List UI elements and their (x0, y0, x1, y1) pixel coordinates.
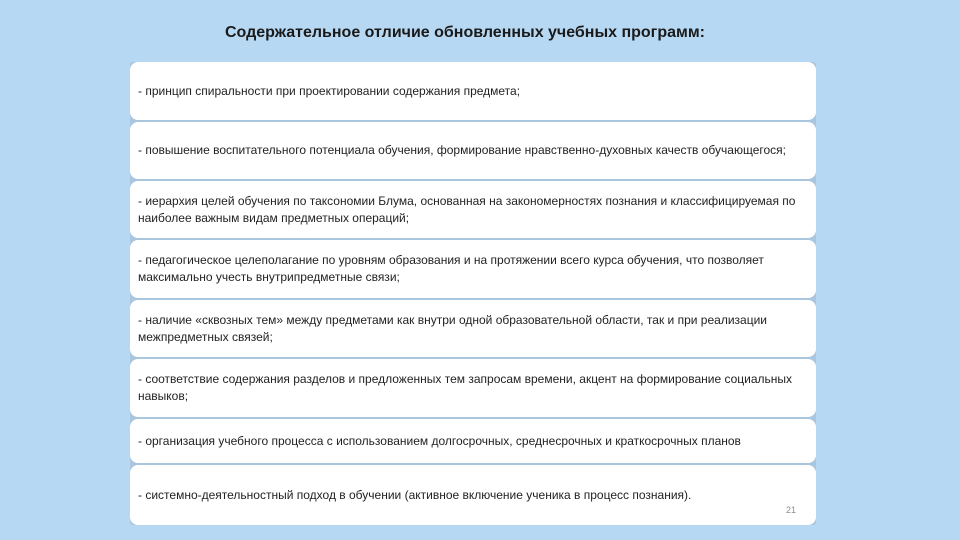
list-item-text: - наличие «сквозных тем» между предметами как внутри одной образовательной области, так и при реализации межпредметных связей; (138, 312, 767, 344)
list-item-text: - соответствие содержания разделов и предложенных тем запросам времени, акцент на формирование социальных навыков; (138, 372, 793, 403)
list-item (130, 419, 816, 463)
list-item (130, 62, 816, 120)
list-item (130, 122, 816, 179)
list-item-text: - иерархия целей обучения по таксономии Блума, основанная на закономерностях познания и классифицируемая по наиболее важным видам предметных операций; (138, 193, 796, 225)
content-list (130, 62, 816, 525)
list-item-text: - педагогическое целеполагание по уровням образования и на протяжении всего курса обучения, что позволяет максимально учесть внутрипредметные связи; (138, 253, 764, 284)
list-item-text: - повышение воспитательного потенциала обучения, формирование нравственно-духовных качеств обучающегося; (138, 143, 786, 157)
page-number: 21 (785, 505, 796, 515)
list-item-text: - принцип спиральности при проектировании содержания предмета; (138, 83, 521, 98)
list-item (130, 300, 816, 357)
list-item-text: - системно-деятельностный подход в обучении (активное включение ученика в процесс познания). (138, 487, 692, 502)
list-item (130, 465, 816, 525)
list-item (130, 359, 816, 417)
list-item-text: - организация учебного процесса с использованием долгосрочных, среднесрочных и краткосрочных планов (138, 433, 741, 448)
slide-title: Содержательное отличие обновленных учебных программ: (224, 24, 706, 41)
list-item (130, 240, 816, 298)
list-item (130, 181, 816, 238)
